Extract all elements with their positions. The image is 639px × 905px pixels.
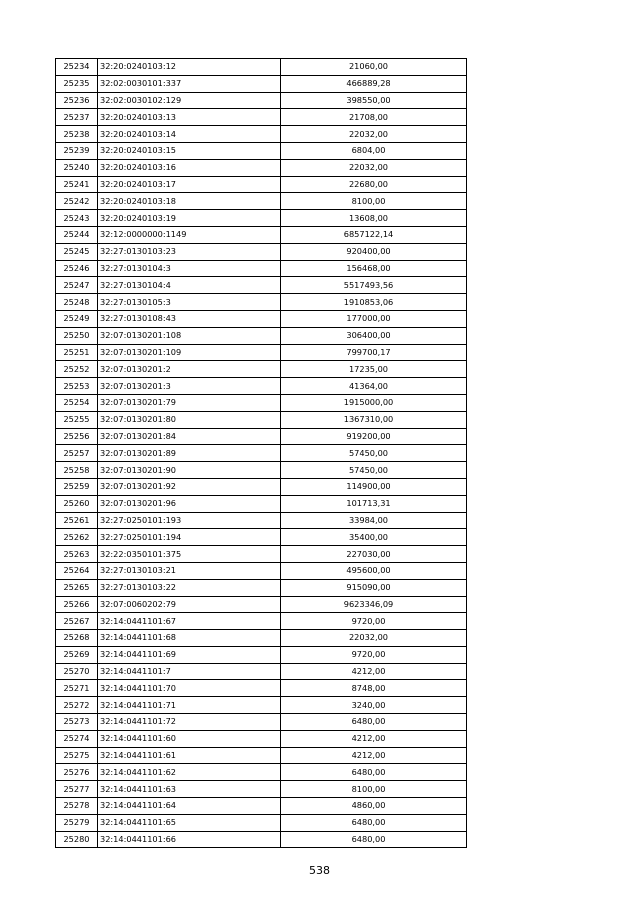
row-number-cell: 25264 xyxy=(56,562,98,579)
table-row xyxy=(56,730,467,747)
cadastral-number-cell: 32:20:0240103:13 xyxy=(98,109,281,126)
table-row xyxy=(56,378,467,395)
value-cell: 306400,00 xyxy=(281,327,467,344)
cadastral-number-cell: 32:07:0060202:79 xyxy=(98,596,281,613)
row-number-cell: 25244 xyxy=(56,226,98,243)
table-row xyxy=(56,428,467,445)
row-number-cell: 25262 xyxy=(56,529,98,546)
row-number-cell: 25274 xyxy=(56,730,98,747)
cadastral-number-cell: 32:27:0130103:22 xyxy=(98,579,281,596)
cadastral-number-cell: 32:27:0130105:3 xyxy=(98,294,281,311)
row-number-cell: 25272 xyxy=(56,697,98,714)
value-cell: 1915000,00 xyxy=(281,394,467,411)
table-row xyxy=(56,680,467,697)
cadastral-number-cell: 32:27:0250101:194 xyxy=(98,529,281,546)
page-number: 538 xyxy=(309,864,330,877)
row-number-cell: 25236 xyxy=(56,92,98,109)
row-number-cell: 25276 xyxy=(56,764,98,781)
row-number-cell: 25242 xyxy=(56,193,98,210)
cadastral-number-cell: 32:14:0441101:60 xyxy=(98,730,281,747)
table-row xyxy=(56,411,467,428)
table-row xyxy=(56,630,467,647)
value-cell: 114900,00 xyxy=(281,478,467,495)
cadastral-number-cell: 32:20:0240103:18 xyxy=(98,193,281,210)
cadastral-number-cell: 32:07:0130201:90 xyxy=(98,462,281,479)
value-cell: 156468,00 xyxy=(281,260,467,277)
value-cell: 6480,00 xyxy=(281,814,467,831)
value-cell: 22032,00 xyxy=(281,126,467,143)
value-cell: 6480,00 xyxy=(281,764,467,781)
value-cell: 22032,00 xyxy=(281,159,467,176)
row-number-cell: 25237 xyxy=(56,109,98,126)
cadastral-number-cell: 32:02:0030102:129 xyxy=(98,92,281,109)
row-number-cell: 25250 xyxy=(56,327,98,344)
row-number-cell: 25271 xyxy=(56,680,98,697)
cadastral-number-cell: 32:27:0250101:193 xyxy=(98,512,281,529)
value-cell: 9623346,09 xyxy=(281,596,467,613)
table-row xyxy=(56,260,467,277)
cadastral-number-cell: 32:14:0441101:64 xyxy=(98,798,281,815)
table-row xyxy=(56,613,467,630)
cadastral-number-cell: 32:02:0030101:337 xyxy=(98,75,281,92)
value-cell: 799700,17 xyxy=(281,344,467,361)
cadastral-number-cell: 32:14:0441101:61 xyxy=(98,747,281,764)
table-row xyxy=(56,831,467,848)
value-cell: 101713,31 xyxy=(281,495,467,512)
row-number-cell: 25263 xyxy=(56,546,98,563)
row-number-cell: 25261 xyxy=(56,512,98,529)
table-row xyxy=(56,327,467,344)
value-cell: 9720,00 xyxy=(281,646,467,663)
table-row xyxy=(56,562,467,579)
cadastral-number-cell: 32:14:0441101:71 xyxy=(98,697,281,714)
value-cell: 920400,00 xyxy=(281,243,467,260)
table-row xyxy=(56,781,467,798)
table-row xyxy=(56,176,467,193)
value-cell: 8100,00 xyxy=(281,781,467,798)
value-cell: 9720,00 xyxy=(281,613,467,630)
row-number-cell: 25239 xyxy=(56,142,98,159)
value-cell: 57450,00 xyxy=(281,462,467,479)
registry-table-body xyxy=(56,59,467,848)
cadastral-number-cell: 32:14:0441101:68 xyxy=(98,630,281,647)
row-number-cell: 25256 xyxy=(56,428,98,445)
cadastral-number-cell: 32:12:0000000:1149 xyxy=(98,226,281,243)
cadastral-number-cell: 32:07:0130201:108 xyxy=(98,327,281,344)
value-cell: 21708,00 xyxy=(281,109,467,126)
table-row xyxy=(56,663,467,680)
cadastral-number-cell: 32:20:0240103:19 xyxy=(98,210,281,227)
row-number-cell: 25249 xyxy=(56,310,98,327)
row-number-cell: 25252 xyxy=(56,361,98,378)
value-cell: 1367310,00 xyxy=(281,411,467,428)
value-cell: 41364,00 xyxy=(281,378,467,395)
row-number-cell: 25234 xyxy=(56,59,98,76)
value-cell: 57450,00 xyxy=(281,445,467,462)
row-number-cell: 25259 xyxy=(56,478,98,495)
value-cell: 22680,00 xyxy=(281,176,467,193)
table-row xyxy=(56,579,467,596)
value-cell: 4212,00 xyxy=(281,730,467,747)
cadastral-number-cell: 32:20:0240103:12 xyxy=(98,59,281,76)
table-row xyxy=(56,159,467,176)
cadastral-number-cell: 32:07:0130201:84 xyxy=(98,428,281,445)
value-cell: 33984,00 xyxy=(281,512,467,529)
row-number-cell: 25238 xyxy=(56,126,98,143)
value-cell: 398550,00 xyxy=(281,92,467,109)
cadastral-number-cell: 32:07:0130201:80 xyxy=(98,411,281,428)
table-row xyxy=(56,697,467,714)
row-number-cell: 25255 xyxy=(56,411,98,428)
row-number-cell: 25254 xyxy=(56,394,98,411)
row-number-cell: 25275 xyxy=(56,747,98,764)
row-number-cell: 25248 xyxy=(56,294,98,311)
value-cell: 5517493,56 xyxy=(281,277,467,294)
value-cell: 3240,00 xyxy=(281,697,467,714)
row-number-cell: 25267 xyxy=(56,613,98,630)
row-number-cell: 25253 xyxy=(56,378,98,395)
table-row xyxy=(56,126,467,143)
table-row xyxy=(56,294,467,311)
table-row xyxy=(56,495,467,512)
row-number-cell: 25241 xyxy=(56,176,98,193)
row-number-cell: 25260 xyxy=(56,495,98,512)
cadastral-number-cell: 32:27:0130104:3 xyxy=(98,260,281,277)
table-row xyxy=(56,478,467,495)
table-row xyxy=(56,277,467,294)
table-row xyxy=(56,210,467,227)
value-cell: 4860,00 xyxy=(281,798,467,815)
row-number-cell: 25269 xyxy=(56,646,98,663)
table-row xyxy=(56,394,467,411)
value-cell: 177000,00 xyxy=(281,310,467,327)
row-number-cell: 25277 xyxy=(56,781,98,798)
cadastral-number-cell: 32:07:0130201:2 xyxy=(98,361,281,378)
value-cell: 919200,00 xyxy=(281,428,467,445)
cadastral-number-cell: 32:14:0441101:69 xyxy=(98,646,281,663)
row-number-cell: 25246 xyxy=(56,260,98,277)
row-number-cell: 25270 xyxy=(56,663,98,680)
row-number-cell: 25247 xyxy=(56,277,98,294)
row-number-cell: 25279 xyxy=(56,814,98,831)
cadastral-number-cell: 32:14:0441101:70 xyxy=(98,680,281,697)
value-cell: 915090,00 xyxy=(281,579,467,596)
row-number-cell: 25245 xyxy=(56,243,98,260)
table-row xyxy=(56,109,467,126)
value-cell: 22032,00 xyxy=(281,630,467,647)
row-number-cell: 25243 xyxy=(56,210,98,227)
value-cell: 8100,00 xyxy=(281,193,467,210)
table-row xyxy=(56,361,467,378)
row-number-cell: 25251 xyxy=(56,344,98,361)
cadastral-number-cell: 32:27:0130108:43 xyxy=(98,310,281,327)
table-row xyxy=(56,445,467,462)
cadastral-number-cell: 32:14:0441101:63 xyxy=(98,781,281,798)
row-number-cell: 25278 xyxy=(56,798,98,815)
cadastral-number-cell: 32:14:0441101:67 xyxy=(98,613,281,630)
table-row xyxy=(56,310,467,327)
registry-table xyxy=(55,58,467,848)
cadastral-number-cell: 32:22:0350101:375 xyxy=(98,546,281,563)
value-cell: 227030,00 xyxy=(281,546,467,563)
value-cell: 6804,00 xyxy=(281,142,467,159)
value-cell: 6480,00 xyxy=(281,714,467,731)
cadastral-number-cell: 32:07:0130201:89 xyxy=(98,445,281,462)
table-row xyxy=(56,764,467,781)
table-row xyxy=(56,243,467,260)
cadastral-number-cell: 32:14:0441101:72 xyxy=(98,714,281,731)
table-row xyxy=(56,193,467,210)
table-row xyxy=(56,714,467,731)
table-row xyxy=(56,92,467,109)
row-number-cell: 25266 xyxy=(56,596,98,613)
cadastral-number-cell: 32:07:0130201:109 xyxy=(98,344,281,361)
row-number-cell: 25257 xyxy=(56,445,98,462)
value-cell: 4212,00 xyxy=(281,747,467,764)
cadastral-number-cell: 32:07:0130201:92 xyxy=(98,478,281,495)
value-cell: 466889,28 xyxy=(281,75,467,92)
cadastral-number-cell: 32:07:0130201:79 xyxy=(98,394,281,411)
table-row xyxy=(56,462,467,479)
row-number-cell: 25235 xyxy=(56,75,98,92)
value-cell: 4212,00 xyxy=(281,663,467,680)
table-row xyxy=(56,646,467,663)
table-row xyxy=(56,344,467,361)
row-number-cell: 25240 xyxy=(56,159,98,176)
cadastral-number-cell: 32:20:0240103:15 xyxy=(98,142,281,159)
cadastral-number-cell: 32:14:0441101:66 xyxy=(98,831,281,848)
cadastral-number-cell: 32:14:0441101:65 xyxy=(98,814,281,831)
row-number-cell: 25258 xyxy=(56,462,98,479)
table-row xyxy=(56,546,467,563)
value-cell: 35400,00 xyxy=(281,529,467,546)
value-cell: 8748,00 xyxy=(281,680,467,697)
value-cell: 6480,00 xyxy=(281,831,467,848)
value-cell: 1910853,06 xyxy=(281,294,467,311)
cadastral-number-cell: 32:27:0130104:4 xyxy=(98,277,281,294)
table-row xyxy=(56,798,467,815)
cadastral-number-cell: 32:27:0130103:23 xyxy=(98,243,281,260)
row-number-cell: 25273 xyxy=(56,714,98,731)
cadastral-number-cell: 32:14:0441101:62 xyxy=(98,764,281,781)
cadastral-number-cell: 32:20:0240103:14 xyxy=(98,126,281,143)
table-row xyxy=(56,529,467,546)
cadastral-number-cell: 32:20:0240103:17 xyxy=(98,176,281,193)
row-number-cell: 25265 xyxy=(56,579,98,596)
value-cell: 21060,00 xyxy=(281,59,467,76)
table-row xyxy=(56,596,467,613)
cadastral-number-cell: 32:07:0130201:3 xyxy=(98,378,281,395)
cadastral-number-cell: 32:14:0441101:7 xyxy=(98,663,281,680)
cadastral-number-cell: 32:07:0130201:96 xyxy=(98,495,281,512)
value-cell: 6857122,14 xyxy=(281,226,467,243)
table-row xyxy=(56,814,467,831)
row-number-cell: 25268 xyxy=(56,630,98,647)
table-row xyxy=(56,142,467,159)
value-cell: 495600,00 xyxy=(281,562,467,579)
value-cell: 13608,00 xyxy=(281,210,467,227)
table-row xyxy=(56,512,467,529)
table-row xyxy=(56,226,467,243)
cadastral-number-cell: 32:20:0240103:16 xyxy=(98,159,281,176)
table-row xyxy=(56,75,467,92)
value-cell: 17235,00 xyxy=(281,361,467,378)
row-number-cell: 25280 xyxy=(56,831,98,848)
table-row xyxy=(56,747,467,764)
cadastral-number-cell: 32:27:0130103:21 xyxy=(98,562,281,579)
table-row xyxy=(56,59,467,76)
